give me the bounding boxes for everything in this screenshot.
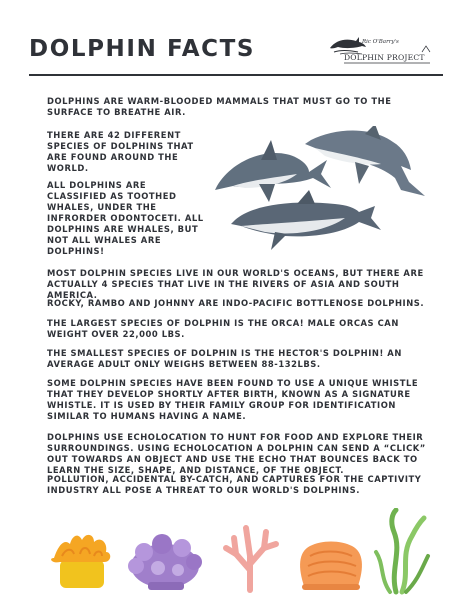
- dolphin-illustration: [215, 140, 331, 202]
- fact-paragraph: ROCKY, RAMBO AND JOHNNY ARE INDO-PACIFIC BOTTLENOSE DOLPHINS.: [47, 298, 425, 308]
- logo-waves: [324, 35, 440, 69]
- sea-life-illustration: [40, 508, 440, 608]
- fact-paragraph: POLLUTION, ACCIDENTAL BY-CATCH, AND CAPTURES FOR THE CAPTIVITY INDUSTRY ALL POSE A THREAT TO OUR WORLD'S DOLPHINS.: [47, 474, 422, 495]
- fact-paragraph: SOME DOLPHIN SPECIES HAVE BEEN FOUND TO USE A UNIQUE WHISTLE THAT THEY DEVELOP SHORTLY AFTER BIRTH, KNOWN AS A SIGNATURE WHISTLE. IT IS USED BY THEIR FAMILY GROUP FOR IDENTIFICATION SIMILAR TO HUMANS HAVING A NAME.: [47, 378, 419, 421]
- dolphin-illustration: [231, 190, 381, 250]
- logo-name: DOLPHIN PROJECT: [344, 53, 425, 62]
- dolphin-illustration: [305, 126, 425, 196]
- logo-signature: Ric O'Barry's: [362, 39, 399, 45]
- coral-purple: [128, 534, 202, 590]
- fact-paragraph: ALL DOLPHINS ARE CLASSIFIED AS TOOTHED WHALES, UNDER THE INFRORDER ODONTOCETI. ALL DOLPHINS ARE WHALES, BUT NOT ALL WHALES ARE DOLPHINS!: [47, 180, 204, 256]
- fact-paragraph: THE SMALLEST SPECIES OF DOLPHIN IS THE HECTOR'S DOLPHIN! AN AVERAGE ADULT ONLY WEIGHS BETWEEN 88-132LBS.: [47, 348, 402, 369]
- dolphin-project-logo: [324, 35, 440, 69]
- dolphins-illustration: [205, 126, 445, 256]
- fact-paragraph: MOST DOLPHIN SPECIES LIVE IN OUR WORLD'S OCEANS, BUT THERE ARE ACTUALLY 4 SPECIES THAT LIVE IN THE RIVERS OF ASIA AND SOUTH AMERICA.: [47, 268, 424, 300]
- coral-orange: [300, 542, 362, 591]
- sea-anemone-yellow: [51, 535, 110, 588]
- fact-paragraph: DOLPHINS ARE WARM-BLOODED MAMMALS THAT MUST GO TO THE SURFACE TO BREATHE AIR.: [47, 96, 392, 117]
- fact-paragraph: THE LARGEST SPECIES OF DOLPHIN IS THE ORCA! MALE ORCAS CAN WEIGHT OVER 22,000 LBS.: [47, 318, 399, 339]
- fact-paragraph: DOLPHINS USE ECHOLOCATION TO HUNT FOR FOOD AND EXPLORE THEIR SURROUNDINGS. USING ECHOLOCATION A DOLPHIN CAN SEND A “CLICK” OUT TOWARDS AN OBJECT AND USE THE ECHO THAT BOUNCES BACK TO LEARN THE SIZE, SHAPE, AND DISTANCE, OF THE OBJECT.: [47, 432, 426, 475]
- fact-paragraph: THERE ARE 42 DIFFERENT SPECIES OF DOLPHINS THAT ARE FOUND AROUND THE WORLD.: [47, 130, 194, 173]
- seaweed-green: [376, 510, 428, 592]
- title-divider: [29, 74, 443, 76]
- coral-pink: [226, 528, 276, 590]
- page-title: DOLPHIN FACTS: [29, 36, 256, 62]
